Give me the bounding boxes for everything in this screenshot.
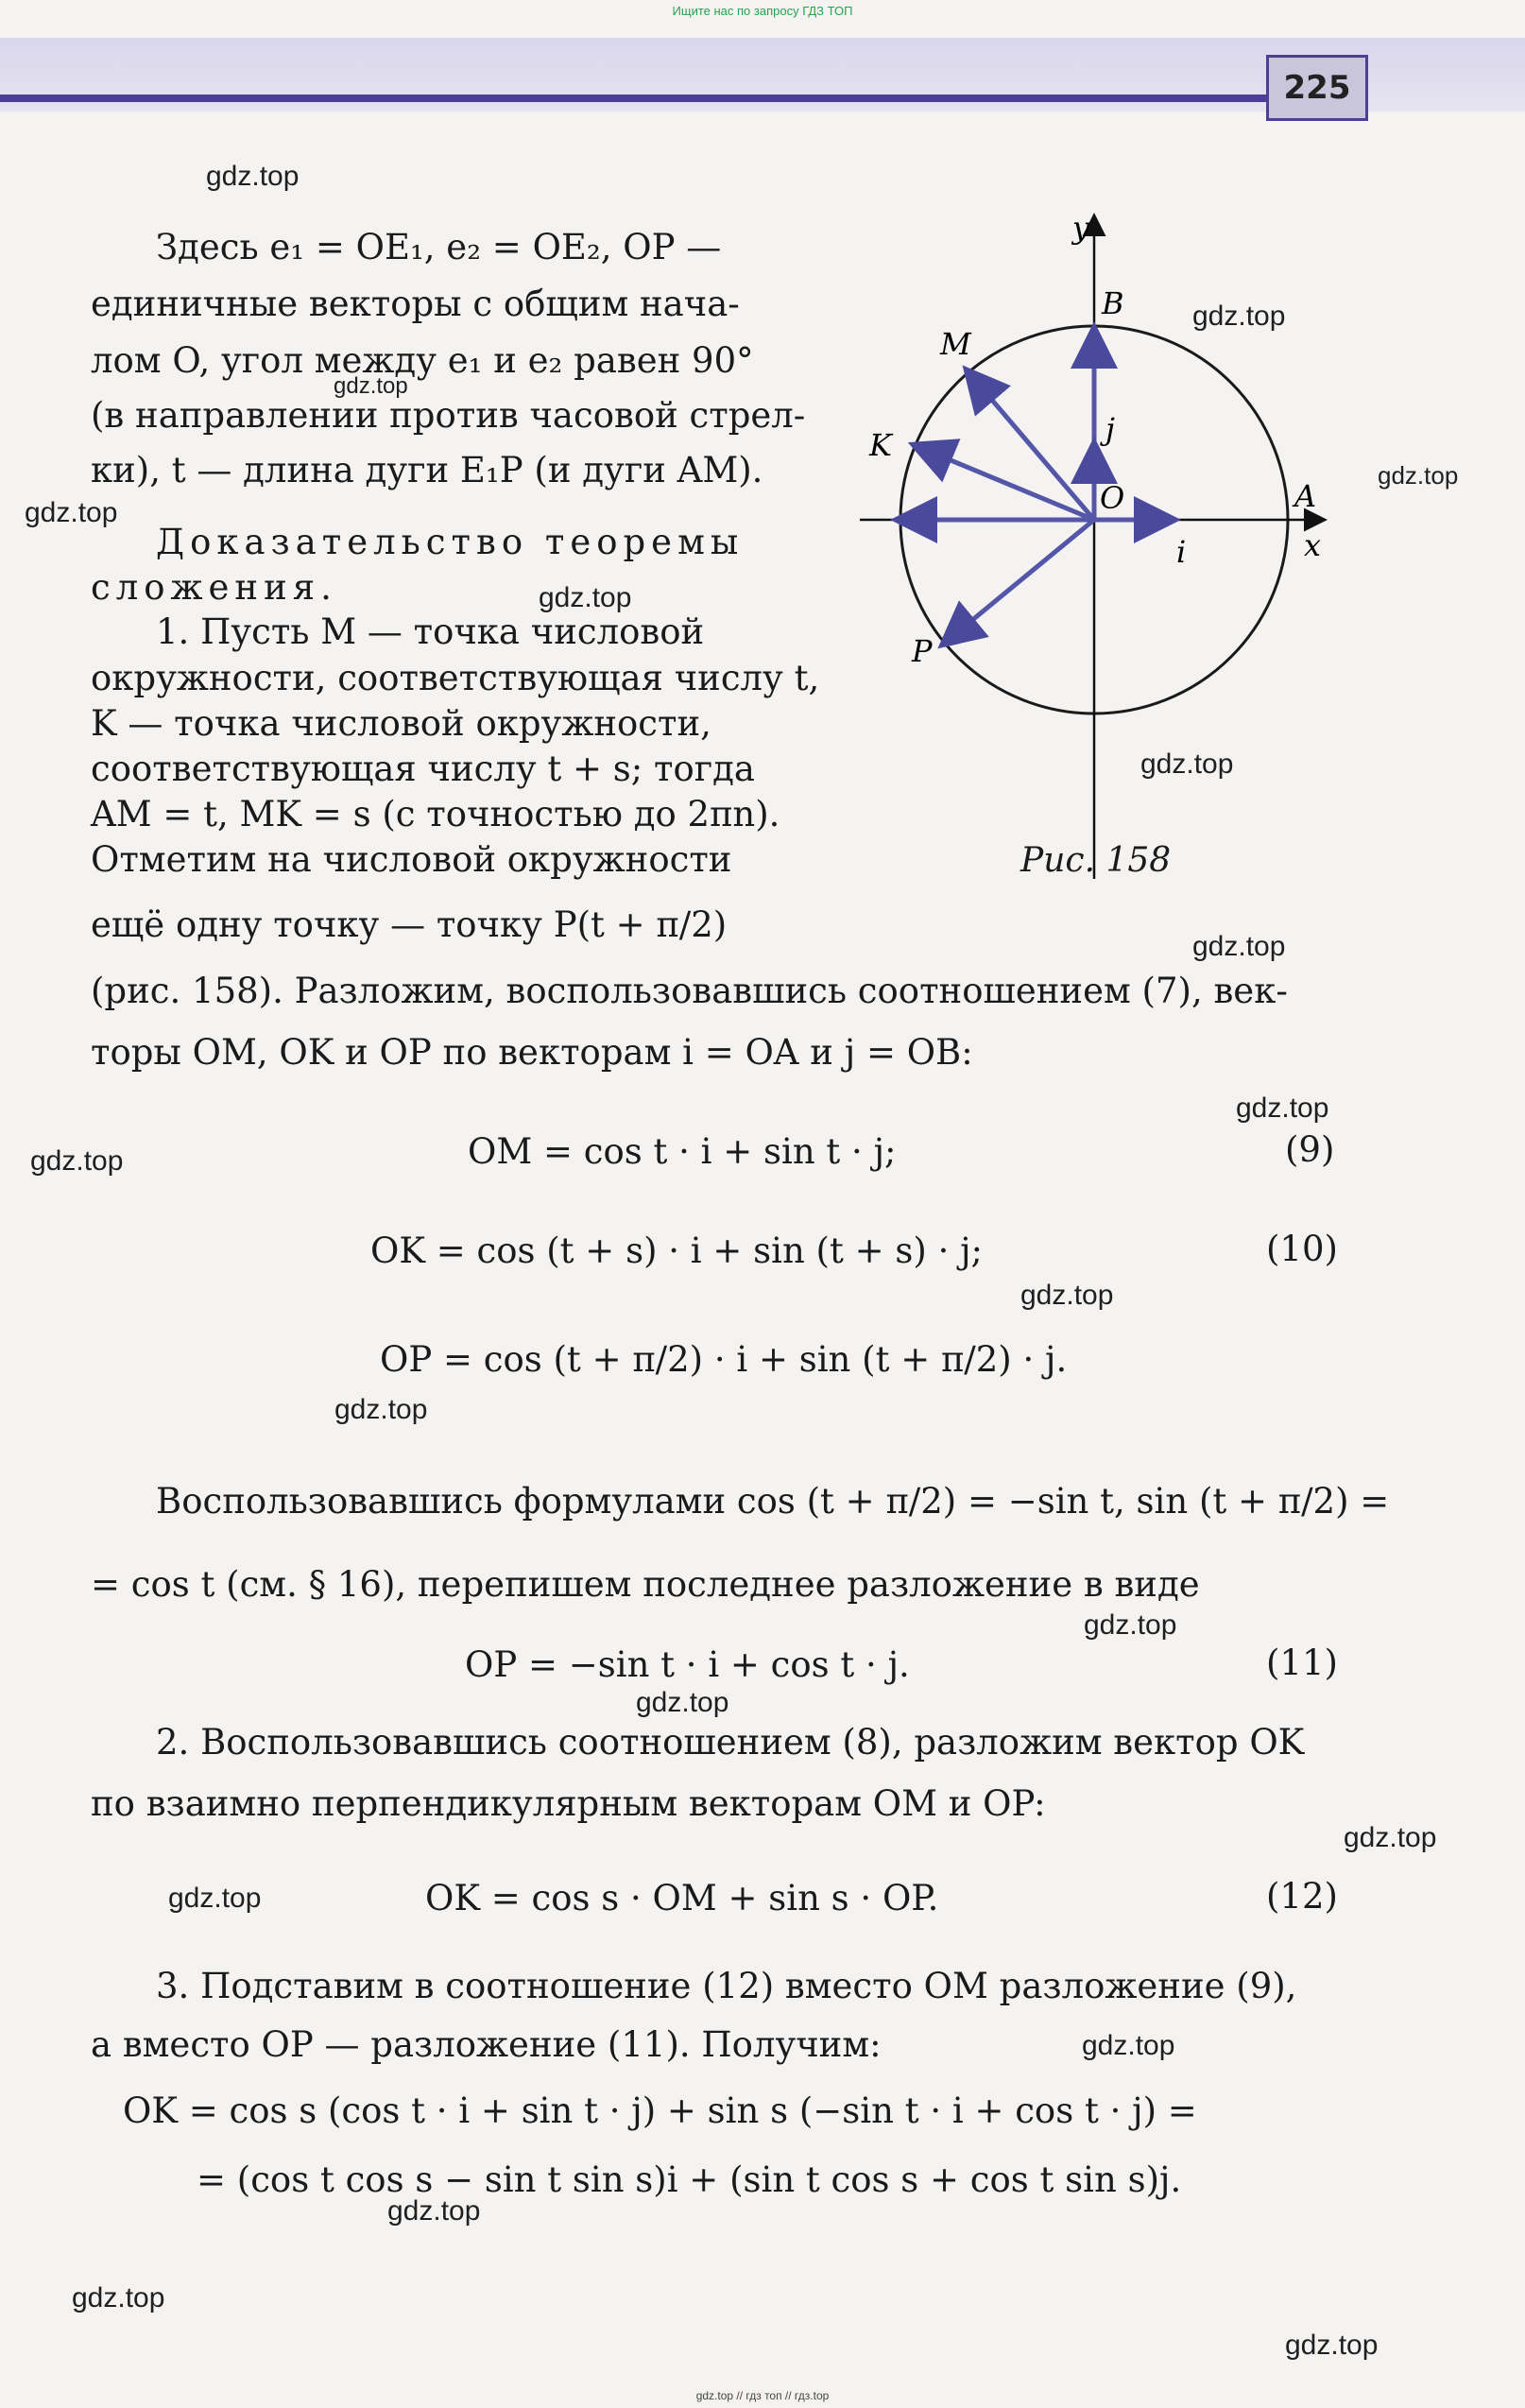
figure-caption: Рис. 158	[1020, 841, 1172, 880]
watermark: gdz.top	[25, 497, 118, 528]
text-line: 3. Подставим в соотношение (12) вместо OM разложение (9),	[156, 1966, 1297, 2006]
watermark: gdz.top	[1285, 2330, 1379, 2361]
equation-number: (9)	[1285, 1129, 1335, 1170]
text-line: ки), t — длина дуги E₁P (и дуги AM).	[91, 450, 763, 490]
watermark: gdz.top	[1378, 461, 1459, 490]
watermark: gdz.top	[1140, 748, 1234, 780]
text-line: 2. Воспользовавшись соотношением (8), разложим вектор OK	[156, 1722, 1305, 1763]
equation-9: OM = cos t · i + sin t · j;	[468, 1131, 897, 1172]
watermark: gdz.top	[1344, 1822, 1437, 1853]
watermark: gdz.top	[387, 2195, 481, 2227]
text-line: Отметим на числовой окружности	[91, 839, 732, 880]
final-equation: = (cos t cos s − sin t sin s)i + (sin t cos s + cos t sin s)j.	[197, 2159, 1182, 2200]
proof-heading: Доказательство теоремы	[156, 522, 745, 562]
equation-10: OK = cos (t + s) · i + sin (t + s) · j;	[370, 1230, 984, 1271]
equation-number: (10)	[1266, 1229, 1338, 1269]
watermark: gdz.top	[1192, 931, 1286, 962]
header-rule	[0, 95, 1266, 102]
proof-heading: сложения.	[91, 567, 337, 608]
equation-12: OK = cos s · OM + sin s · OP.	[425, 1878, 939, 1918]
text-line: Здесь e₁ = OE₁, e₂ = OE₂, OP —	[156, 227, 722, 267]
label-y: y	[1072, 210, 1090, 246]
label-x: x	[1304, 527, 1322, 563]
label-b: B	[1102, 285, 1124, 321]
bottom-note: gdz.top // гдз топ // гдз.top	[695, 2389, 830, 2402]
text-line: ещё одну точку — точку P(t + π/2)	[91, 904, 728, 945]
equation-op: OP = cos (t + π/2) · i + sin (t + π/2) · j.	[380, 1339, 1068, 1380]
text-line: (рис. 158). Разложим, воспользовавшись соотношением (7), век-	[91, 971, 1288, 1011]
text-line: окружности, соответствующая числу t,	[91, 658, 820, 698]
text-line: а вместо OP — разложение (11). Получим:	[91, 2024, 882, 2065]
text-line: соответствующая числу t + s; тогда	[91, 748, 755, 789]
text-line: единичные векторы с общим нача-	[91, 284, 740, 324]
watermark: gdz.top	[168, 1883, 262, 1914]
label-m: M	[940, 326, 971, 362]
text-line: торы OM, OK и OP по векторам i = OA и j = OB:	[91, 1032, 973, 1073]
unit-circle-figure	[850, 198, 1342, 898]
watermark: gdz.top	[1236, 1092, 1329, 1124]
top-note: Ищите нас по запросу ГДЗ ТОП	[672, 4, 853, 18]
watermark: gdz.top	[1020, 1280, 1114, 1311]
text-line: (в направлении против часовой стрел-	[91, 395, 806, 436]
watermark: gdz.top	[1192, 301, 1286, 332]
watermark: gdz.top	[334, 1394, 428, 1425]
vector-ok	[917, 446, 1094, 520]
text-line: по взаимно перпендикулярным векторам OM и OP:	[91, 1783, 1046, 1824]
text-line: K — точка числовой окружности,	[91, 703, 711, 744]
watermark: gdz.top	[636, 1687, 729, 1718]
final-equation: OK = cos s (cos t · i + sin t · j) + sin s (−sin t · i + cos t · j) =	[123, 2090, 1197, 2131]
watermark: gdz.top	[206, 161, 300, 192]
label-k: K	[869, 427, 892, 463]
text-line: 1. Пусть M — точка числовой	[156, 611, 705, 652]
equation-11: OP = −sin t · i + cos t · j.	[465, 1644, 910, 1685]
watermark: gdz.top	[1084, 1609, 1177, 1641]
watermark: gdz.top	[72, 2282, 165, 2313]
equation-number: (11)	[1266, 1643, 1338, 1683]
equation-number: (12)	[1266, 1876, 1338, 1917]
vector-op	[945, 520, 1094, 643]
text-line: Воспользовавшись формулами cos (t + π/2) = −sin t, sin (t + π/2) =	[156, 1481, 1390, 1522]
label-p: P	[912, 633, 933, 669]
watermark: gdz.top	[1082, 2030, 1175, 2061]
label-a: A	[1294, 478, 1317, 514]
vector-om	[968, 372, 1094, 520]
watermark: gdz.top	[30, 1145, 124, 1177]
page-number: 225	[1266, 55, 1368, 121]
label-i: i	[1176, 534, 1187, 570]
label-j: j	[1105, 411, 1115, 447]
watermark: gdz.top	[539, 582, 632, 613]
text-line: AM = t, MK = s (с точностью до 2πn).	[91, 794, 780, 834]
watermark: gdz.top	[334, 373, 408, 399]
label-o: O	[1100, 480, 1125, 516]
text-line: = cos t (см. § 16), перепишем последнее разложение в виде	[91, 1564, 1200, 1605]
text-line: лом O, угол между e₁ и e₂ равен 90°	[91, 340, 754, 381]
